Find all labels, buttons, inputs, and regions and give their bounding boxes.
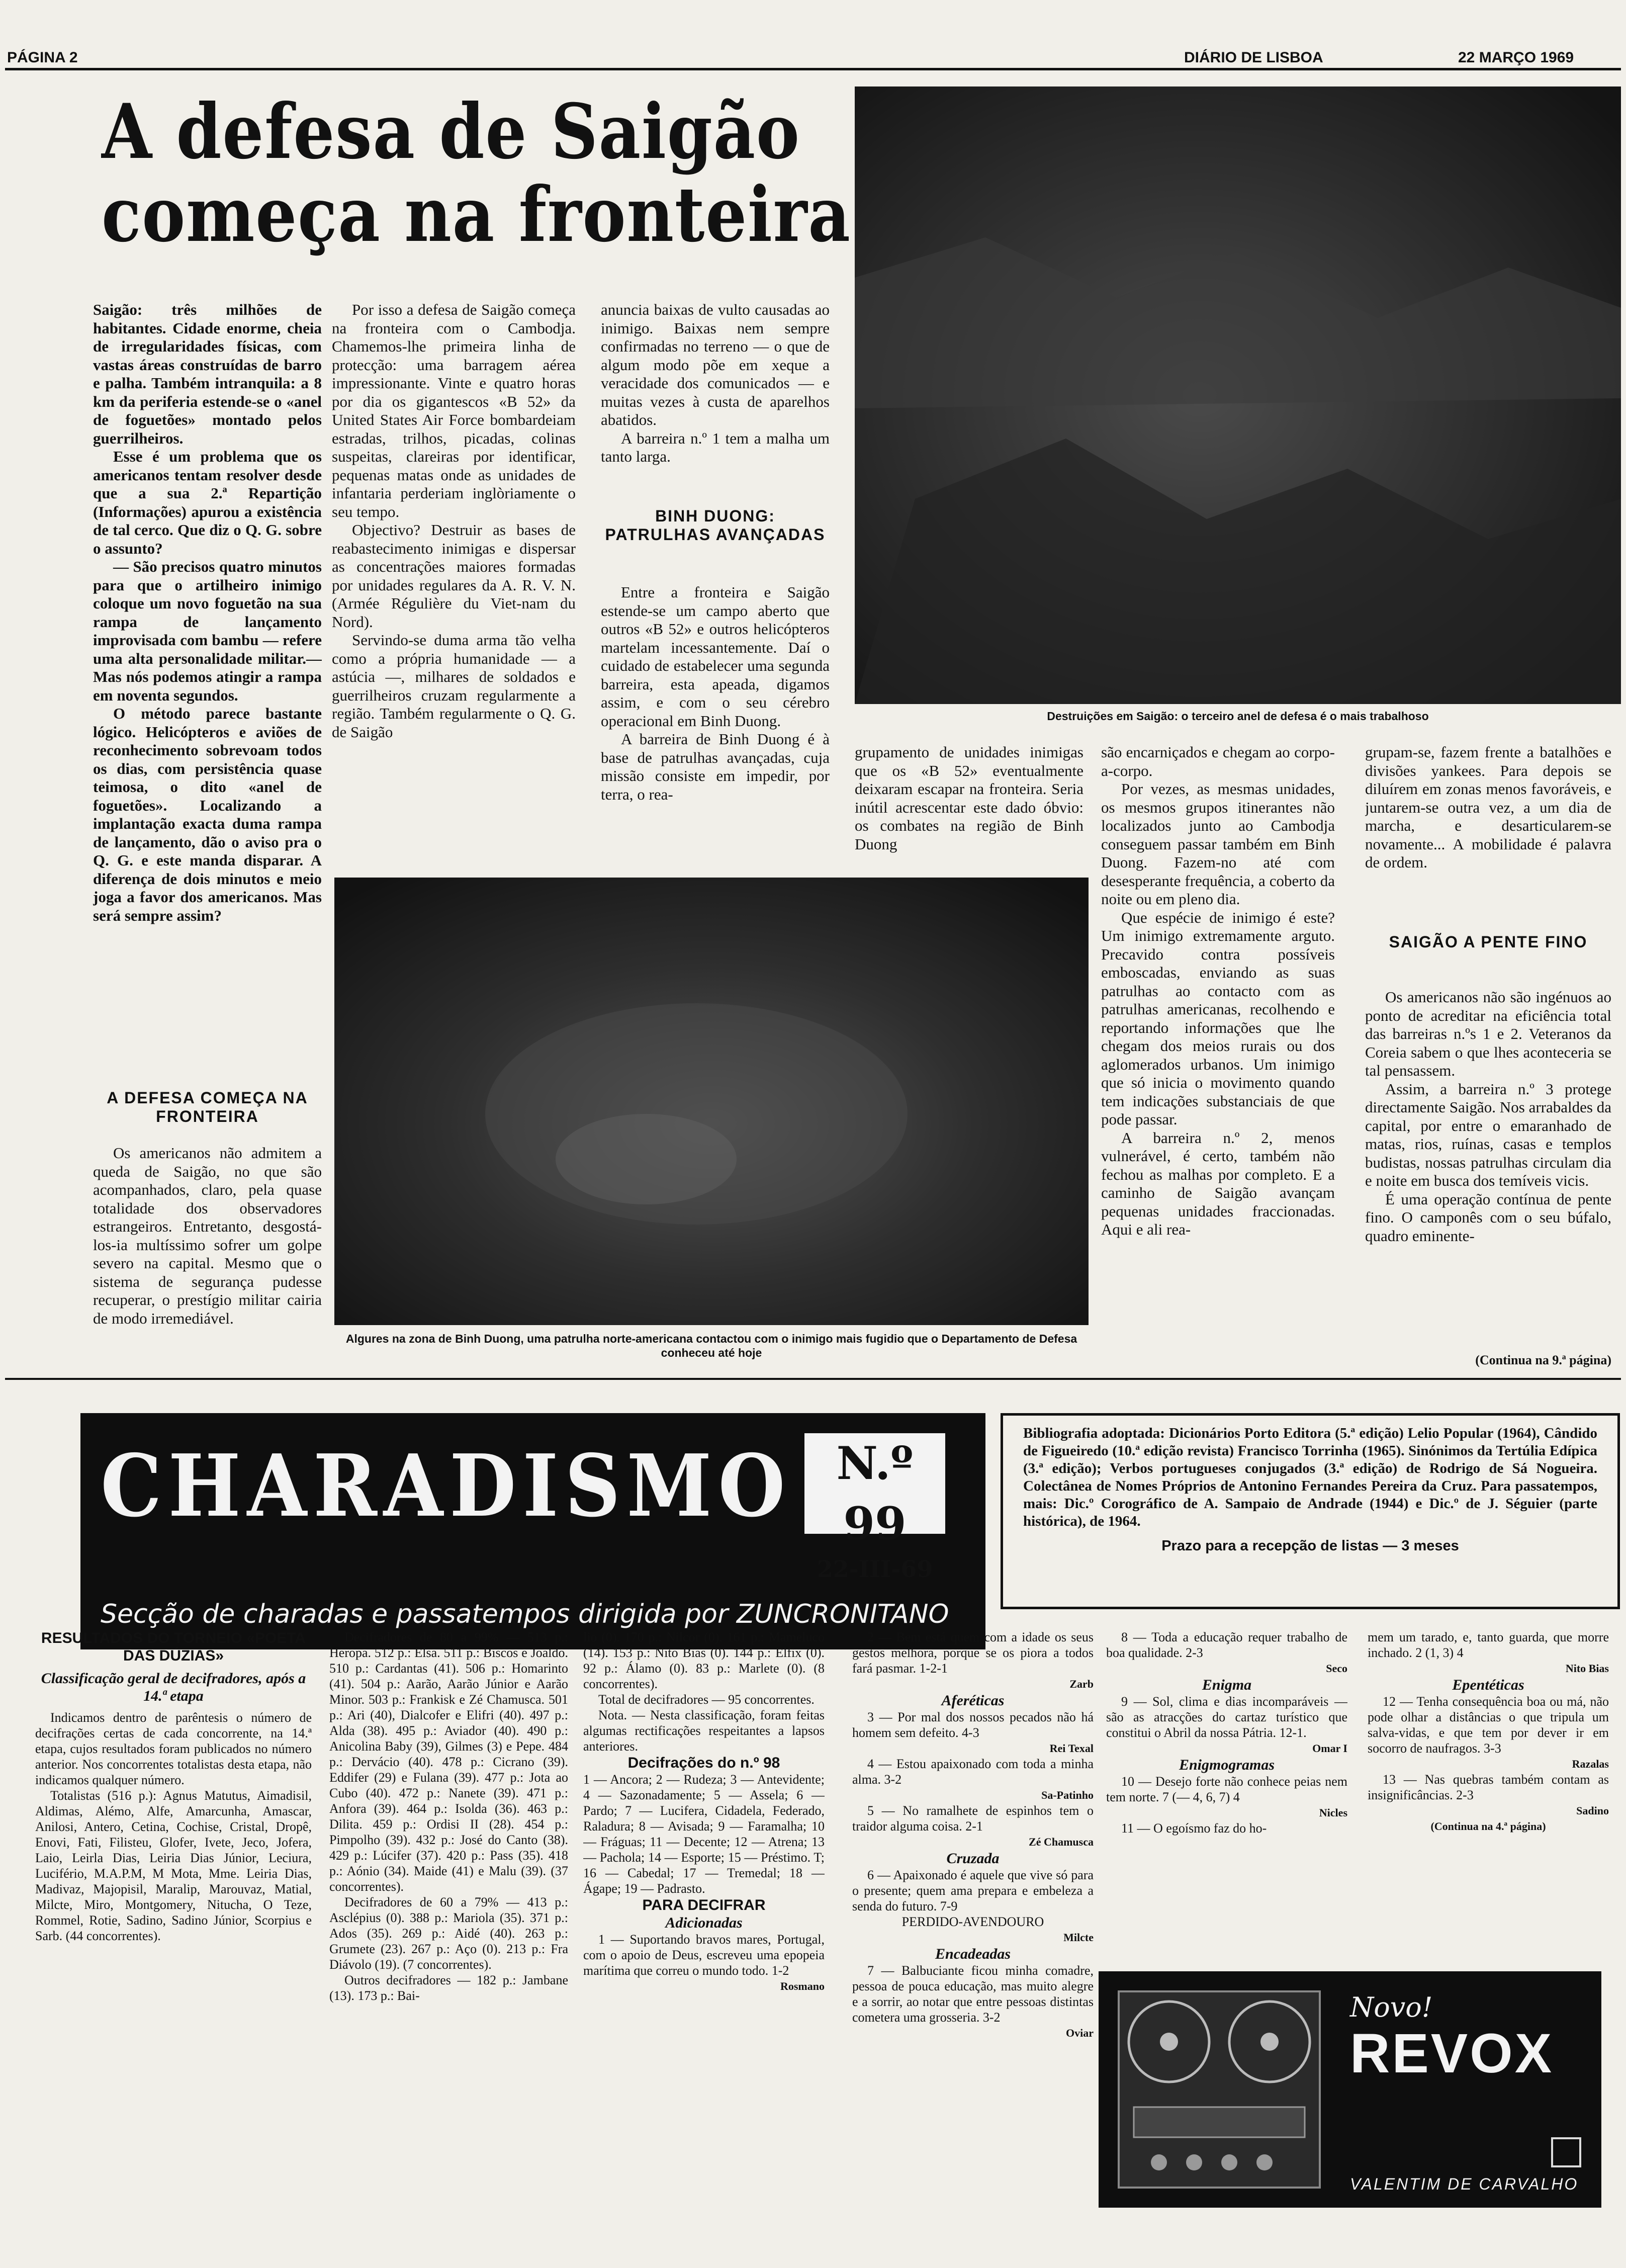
article-column-3 xyxy=(601,301,830,499)
paragraph: Nota. — Nesta classificação, foram feitas algumas rectificações respeitantes a lapsos anteriores. xyxy=(583,1708,825,1754)
paragraph: Decifradores de 80 a 99% — 513 p.: Heropa. 512 p.: Elsa. 511 p.: Biscos e Joaldo. 510 p.: Cardantas (41). 506 p.: Homarinto (41). 504 p.: Aarão, Aarão Júnior e Aarão Minor. 503 p.: Frankisk e Zé Chamusca. 501 p.: Ari (40), Dialcofer e Elifri (40). 497 p.: Alda (38). 495 p.: Aviador (40). 490 p.: Anicolina Baby (39), Gilmes (3) e Pepe. 484 p.: Dervácio (40). 478 p.: Cicrano (39). Eddifer (29) e Fulana (39). 477 p.: Jota ao Cubo (40). 472 p.: Nanete (39). 471 p.: Anfora (39). 464 p.: Isolda (36). 463 p.: Dilita. 459 p.: Ordisi II (28). 454 p.: Pimpolho (39). 432 p.: José do Canto (38). 429 p.: Lúcifer (37). 420 p.: Pass (35). 418 p.: Aónio (34). Maide (41) e Malu (39). (37 concorrentes). xyxy=(329,1630,568,1894)
signature: Nicles xyxy=(1319,1806,1347,1819)
headline-line-1: A defesa de Saigão xyxy=(102,88,800,176)
paragraph: 11 — O egoísmo faz do ho- xyxy=(1121,1821,1267,1836)
revox-advertisement xyxy=(1099,1971,1601,2208)
subheading-pente-fino: SAIGÃO A PENTE FINO xyxy=(1389,933,1588,951)
issue-date: 22-III-69 xyxy=(817,1555,933,1583)
issue-number: N.º 99 xyxy=(836,1437,914,1550)
deadline-text: Prazo para a recepção de listas — 3 meses xyxy=(1161,1538,1459,1554)
signature: Zarb xyxy=(1069,1678,1094,1690)
issue-date: 22 MARÇO 1969 xyxy=(1458,49,1574,66)
results-heading: RESULTADOS DO TORNEIO «POETA DAS DÚZIAS» xyxy=(41,1630,306,1664)
paragraph: Por isso a defesa de Saigão começa na fronteira com o Cambodja. Chamemos-lhe primeira linha de protecção: uma barragem aérea impressionante. Vinte e quatro horas por dia os gigantescos «B 52» da United States Air Force bombardeiam estradas, trilhos, picadas, colinas suspeitas, clareiras por identificar, pequenas matas onde as unidades de infantaria perderiam inglòriamente o seu tempo. xyxy=(332,301,576,520)
paragraph: 5 — No ramalhete de espinhos tem o traidor alguma coisa. 2-1 xyxy=(852,1803,1094,1834)
article-column-1b xyxy=(93,1144,322,1360)
bibliography-box xyxy=(1001,1413,1620,1609)
results-column-3 xyxy=(583,1629,825,2263)
puzzles-column-5 xyxy=(1106,1629,1347,1951)
heading: Decifrações do n.º 98 xyxy=(627,1755,780,1771)
bibliography-text: Bibliografia adoptada: Dicionários Porto Editora (5.ª edição) Lelio Popular (1964), Cândido de Figueiredo (10.ª edição revista) Francisco Torrinha (1965). Sinónimos da Tertúlia Edípica (3.ª edição); Verbos portugueses conjugados (3.ª edição) de Rodrigo de Sá Nogueira. Colectânea de Nomes Próprios de Antonino Fernandes Pereira da Cruz. Para passatempos, mais: Dic.º Corográfico de A. Sampaio de Andrade (1944) e Dic.º de J. Séguier (parte histórica), de 1964. xyxy=(1023,1425,1597,1529)
paragraph: são encarniçados e chegam ao corpo-a-corpo. xyxy=(1101,743,1335,779)
continue-note: (Continua na 4.ª página) xyxy=(1430,1820,1546,1833)
paragraph: 8 — Toda a educação requer trabalho de boa qualidade. 2-3 xyxy=(1106,1630,1347,1660)
charadismo-subtitle: Secção de charadas e passatempos dirigida por ZUNCRONITANO xyxy=(101,1599,949,1629)
subheading-defesa: A DEFESA COMEÇA NA FRONTEIRA xyxy=(107,1089,308,1125)
tape-recorder-icon xyxy=(1114,1986,1325,2193)
photo2-caption: Algures na zona de Binh Duong, uma patrulha norte-americana contactou com o inimigo mais fugidio que o Departamento de Defesa conheceu até hoje xyxy=(345,1332,1077,1359)
heading: Enigma xyxy=(1202,1677,1252,1693)
article-column-3b xyxy=(601,583,830,867)
paragraph: anuncia baixas de vulto causadas ao inimigo. Baixas nem sempre confirmadas no terreno — o que de algum modo põe em xeque a veracidade dos comunicados — e muitas vezes à custa de aparelhos abatidos. xyxy=(601,301,830,428)
paragraph: grupam-se, fazem frente a batalhões e divisões yankees. Para depois se diluírem em zonas menos favoráveis, e juntarem-se outra vez, a um dia de marcha, e desarticularem-se novamente... A mobilidade é palavra de ordem. xyxy=(1365,743,1611,871)
puzzles-column-6 xyxy=(1368,1629,1609,1951)
paragraph: 4 — Estou apaixonado com toda a minha alma. 3-2 xyxy=(852,1757,1094,1787)
article-column-a xyxy=(855,743,1083,874)
dealer-logo-icon xyxy=(1551,2137,1581,2167)
article-column-1 xyxy=(93,301,322,1085)
paragraph: Que espécie de inimigo é este? Um inimigo extremamente arguto. Precavido contra possíveis emboscadas, enviando as suas patrulhas ao contacto com as patrulhas americanas, recolhendo e reportando informações que lhe chegam dos meios rurais ou dos aglomerados urbanos. Um inimigo que só inicia o movimento quando tem indicações substanciais de que pode passar. xyxy=(1101,908,1335,1128)
heading: Encadeadas xyxy=(935,1946,1011,1962)
paragraph: 1 — Ancora; 2 — Rudeza; 3 — Antevidente; 4 — Sazonadamente; 5 — Assela; 6 — Pardo; 7 — Lucifera, Cidadela, Federado, Raladura; 8 — Avisada; 9 — Faramalha; 10 — Fráguas; 11 — Decente; 12 — Atrena; 13 — Pachola; 14 — Esporte; 15 — Préstimo. T; 16 — Cabedal; 17 — Tremedal; 18 — Ágape; 19 — Padrasto. xyxy=(583,1772,825,1896)
paragraph: O método parece bastante lógico. Helicópteros e aviões de reconhecimento sobrevoam todos os dias, com persistência quase teimosa, o dito «anel de foguetões». Localizando a implantação exacta duma rampa de lançamento, dão o aviso pra o Q. G. e este manda disparar. A diferença de dois minutos e meio joga a favor dos americanos. Mas será sempre assim? xyxy=(93,705,322,924)
paragraph: mem um tarado, e, tanto guarda, que morre inchado. 2 (1, 3) 4 xyxy=(1368,1630,1609,1660)
paragraph: Os americanos não admitem a queda de Saigão, no que são acompanhados, claro, pela quase totalidade dos observadores estrangeiros. Entretanto, desgostá-los-ia multíssimo sofrer um golpe severo na capital. Mesmo que o sistema de segurança pudesse recuperar, o prestígio militar cairia de modo irremediável. xyxy=(93,1144,322,1327)
signature: Nito Bias xyxy=(1565,1662,1609,1675)
heading: PARA DECIFRAR xyxy=(642,1897,766,1913)
paragraph: 13 — Nas quebras também contam as insignificâncias. 2-3 xyxy=(1368,1772,1609,1802)
heading: Aferéticas xyxy=(941,1692,1005,1709)
paragraph: Servindo-se duma arma tão velha como a própria humanidade — a astúcia —, milhares de soldados e guerrilheiros cruzam regularmente a região. Também regularmente o Q. G. de Saigão xyxy=(332,631,576,741)
issue-number-box xyxy=(804,1433,945,1583)
results-column-2 xyxy=(329,1629,568,2263)
revox-logo: REVOX xyxy=(1350,2023,1554,2084)
article-column-c2 xyxy=(1365,988,1611,1355)
paragraph: Total de decifradores — 95 concorrentes. xyxy=(598,1692,815,1707)
paragraph: 1 — Suportando bravos mares, Portugal, com o apoio de Deus, escreveu uma epopeia marítima que correu o mundo todo. 1-2 xyxy=(583,1932,825,1978)
paragraph: A barreira n.º 1 tem a malha um tanto larga. xyxy=(601,429,830,465)
page-number: PÁGINA 2 xyxy=(7,49,78,66)
section-rule xyxy=(5,1378,1621,1380)
paragraph: PERDIDO-AVENDOURO xyxy=(901,1914,1044,1929)
photo-binh-duong-patrol xyxy=(334,878,1089,1325)
signature: Sa-Patinho xyxy=(1041,1789,1094,1801)
paragraph: Outros decifradores — 182 p.: Jambane (13). 173 p.: Bai- xyxy=(329,1973,568,2003)
signature: Sadino xyxy=(1576,1804,1609,1817)
heading: Adicionadas xyxy=(665,1914,743,1931)
puzzles-column-4 xyxy=(852,1629,1094,2263)
headline-line-2: começa na fronteira xyxy=(102,170,851,259)
paragraph: A barreira de Binh Duong é à base de patrulhas avançadas, cuja missão consiste em impedir, por terra, o rea- xyxy=(601,730,830,803)
paragraph: É uma operação contínua de pente fino. O camponês com o seu búfalo, quadro eminente- xyxy=(1365,1190,1611,1245)
photo-texture xyxy=(855,86,1621,704)
heading: Enigmogramas xyxy=(1179,1757,1275,1773)
heading: Cruzada xyxy=(946,1850,1000,1867)
novo-label: Novo! xyxy=(1350,1991,1433,2023)
paragraph: Indicamos dentro de parêntesis o número de decifrações certas de cada concorrente, na 14.ª etapa, cujos resultados foram publicados no número anterior. Nos concorrentes totalistas desta etapa, não indicamos qualquer número. xyxy=(35,1710,312,1787)
paragraph: 12 — Tenha consequência boa ou má, não pode olhar a distâncias o que tripula um salva-vidas, e que tem por dever ir em socorro de naufragos. 3-3 xyxy=(1368,1694,1609,1756)
paragraph: 9 — Sol, clima e dias incomparáveis — são as atracções do cartaz turístico que constitui o Abril da nossa Pátria. 12-1. xyxy=(1106,1694,1347,1740)
paragraph: 2 — Bem está quem com a idade os seus gestos melhora, porque se os piora a todos fará pasmar. 1-2-1 xyxy=(852,1630,1094,1676)
signature: Razalas xyxy=(1572,1758,1609,1770)
signature: Oviar xyxy=(1066,2027,1094,2039)
paragraph: 3 — Por mal dos nossos pecados não há homem sem defeito. 4-3 xyxy=(852,1710,1094,1740)
signature: Zé Chamusca xyxy=(1029,1836,1094,1848)
article-column-c xyxy=(1365,743,1611,924)
results-column-1 xyxy=(35,1629,312,2263)
continue-note: (Continua na 9.ª página) xyxy=(1475,1353,1611,1367)
results-subheading: Classificação geral de decifradores, após a 14.ª etapa xyxy=(41,1670,306,1704)
signature: Rei Texal xyxy=(1049,1742,1094,1755)
article-column-2 xyxy=(332,301,576,869)
paragraph: Totalistas (516 p.): Agnus Matutus, Aimadisil, Aldimas, Alémo, Alfe, Amarcunha, Amascar, Anilosi, Antero, Cetina, Cochise, Cristal, Dropê, Enovi, Fati, Filisteu, Glofer, Ivete, Jeco, Jofera, Laio, Leirla Dias, Leiria Dias Júnior, Leciura, Lucifério, M.A.P.M, M Mota, Mme. Leiria Dias, Madivaz, Majopisil, Maralip, Marouvaz, Matial, Milcte, Miro, Montgomery, Nitucha, O Teze, Rommel, Rotie, Sadino, Sadino Júnior, Scorpius e Sarb. (44 concorrentes). xyxy=(35,1788,312,1943)
signature: Rosmano xyxy=(780,1980,825,1992)
charadismo-banner xyxy=(80,1413,985,1649)
paragraph: Decifradores de 60 a 79% — 413 p.: Asclépius (0). 388 p.: Mariola (35). 371 p.: Ados (35). 269 p.: Aidé (40). 263 p.: Grumete (23). 267 p.: Aço (0). 213 p.: Fra Diávolo (19). (7 concorrentes). xyxy=(329,1895,568,1972)
paragraph: Os americanos não são ingénuos ao ponto de acreditar na eficiência total das barreiras n.ºs 1 e 2. Veteranos da Coreia sabem o que lhes aconteceria se tal pensassem. xyxy=(1365,988,1611,1079)
paragraph: Objectivo? Destruir as bases de reabastecimento inimigas e dispersar as concentrações maiores formadas por unidades regulares da A. R. V. N. (Armée Régulière du Viet-nam du Nord). xyxy=(332,521,576,631)
paragraph: Saigão: três milhões de habitantes. Cidade enorme, cheia de irregularidades físicas, com vastas áreas construídas de barro e palha. Também intranquila: a 8 km da periferia estende-se o «anel de foguetões» montado pelos guerrilheiros. xyxy=(93,301,322,447)
paragraph: 6 — Apaixonado é aquele que vive só para o presente; quem ama prepara e embeleza a senda do futuro. 7-9 xyxy=(852,1868,1094,1913)
photo-texture xyxy=(334,878,1089,1325)
header-rule xyxy=(5,68,1621,70)
paragraph: A barreira n.º 2, menos vulnerável, é certo, também não fechou as malhas por completo. E a caminho de Saigão avançam pequenas unidades fraccionadas. Aqui e ali rea- xyxy=(1101,1128,1335,1238)
article-column-b xyxy=(1101,743,1335,1357)
paragraph: grupamento de unidades inimigas que os «B 52» eventualmente deixaram escapar na fronteira. Seria inútil acrescentar este dado óbvio: os combates na região de Binh Duong xyxy=(855,743,1083,853)
photo1-caption: Destruições em Saigão: o terceiro anel de defesa é o mais trabalhoso xyxy=(1047,710,1429,723)
newspaper-name: DIÁRIO DE LISBOA xyxy=(1184,49,1323,66)
photo-saigon-destruction xyxy=(855,86,1621,704)
paragraph: — São precisos quatro minutos para que o artilheiro inimigo coloque um novo foguetão na sua rampa de lançamento improvisada com bambu — refere uma alta personalidade militar.— Mas nós podemos atingir a rampa em noventa segundos. xyxy=(93,558,322,704)
subheading-binh-duong: BINH DUONG: PATRULHAS AVANÇADAS xyxy=(605,507,826,544)
paragraph: 10 — Desejo forte não conhece peias nem tem norte. 7 (— 4, 6, 7) 4 xyxy=(1106,1774,1347,1804)
paragraph: lio (0). 170 p.: Nilcor (0). 161 p.: Mameluco (14). 153 p.: Nito Bias (0). 144 p.: Elfix (0). 92 p.: Álamo (0). 83 p.: Marlete (0). (8 concorrentes). xyxy=(583,1630,825,1691)
signature: Omar I xyxy=(1312,1742,1347,1755)
article-headline xyxy=(45,88,851,259)
paragraph: Esse é um problema que os americanos tentam resolver desde que a sua 2.ª Repartição (Informações) apurou a existência de tal cerco. Que diz o Q. G. sobre o assunto? xyxy=(93,448,322,557)
signature: Seco xyxy=(1326,1662,1347,1675)
signature: Milcte xyxy=(1063,1931,1094,1944)
paragraph: Por vezes, as mesmas unidades, os mesmos grupos itinerantes não localizados junto ao Cambodja conseguem passar também em Binh Duong. Fazem-no até com desesperante frequência, a coberto da noite ou em pleno dia. xyxy=(1101,780,1335,908)
paragraph: 7 — Balbuciante ficou minha comadre, pessoa de pouca educação, mas muito alegre e a sorrir, ao notar que entre pessoas distintas cometera uma grosseria. 3-2 xyxy=(852,1963,1094,2025)
paragraph: Assim, a barreira n.º 3 protege directamente Saigão. Nos arrabaldes da capital, por entre o emaranhado de matas, rios, ruínas, casas e templos budistas, nossas patrulhas circulam dia e noite em busca dos temíveis vicis. xyxy=(1365,1080,1611,1189)
dealer-name: VALENTIM DE CARVALHO xyxy=(1350,2175,1579,2193)
paragraph: Entre a fronteira e Saigão estende-se um campo aberto que outros «B 52» e outros helicópteros martelam incessantemente. Daí o cuidado de estabelecer uma segunda barreira, esta apeada, digamos assim, e com o seu cérebro operacional em Binh Duong. xyxy=(601,583,830,730)
charadismo-title: CHARADISMO xyxy=(101,1436,792,1536)
heading: Epentéticas xyxy=(1452,1677,1524,1693)
